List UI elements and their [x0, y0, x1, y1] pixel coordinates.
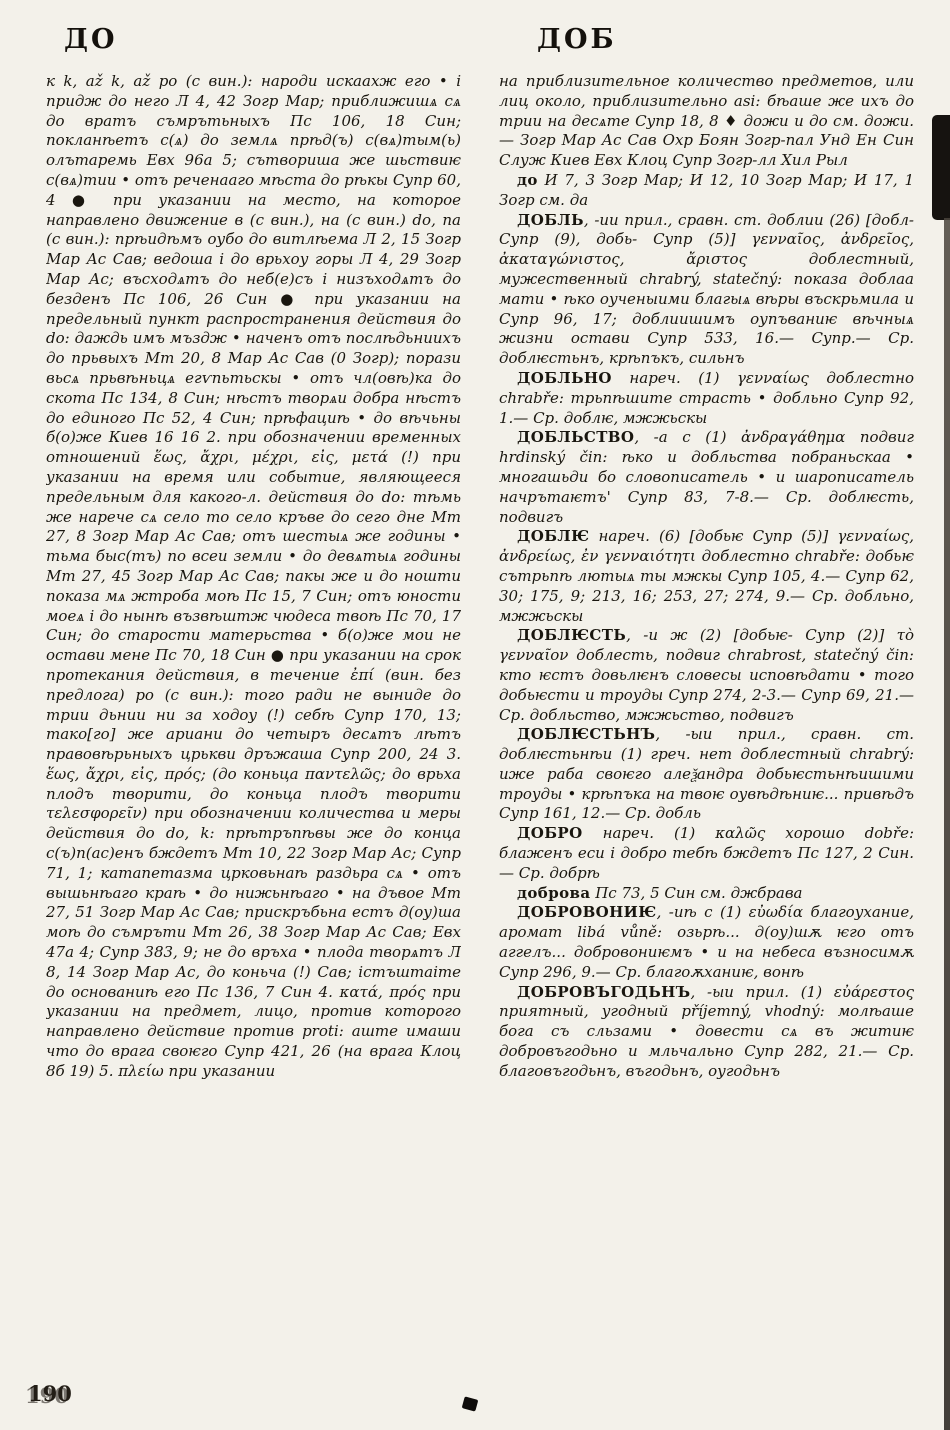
entry-body: , -а с (1) ἀνδραγάθημα подвиг hrdinský čin: ѣко и добльства побраньскаа • многашьди бо словописатель • и шарописатель начрътаѥтъ' Супр 83, 7-8.— Ср. доблѥсть, подвигъ	[499, 428, 914, 526]
dictionary-entry	[499, 369, 914, 428]
dictionary-entry	[499, 983, 914, 1082]
scan-artifact-right-edge	[944, 218, 950, 1430]
running-head-left: ДО	[64, 24, 118, 55]
entry-headword: доброва	[517, 883, 591, 902]
text-columns	[46, 72, 914, 1384]
dictionary-entry	[499, 527, 914, 626]
entry-body: , -ыи прил. (1) εὐάρεστος приятный, угодный příjemný, vhodný: молѣаше бога съ сльзами • довести сѧ въ житиѥ добровъгодьно и мльчально Супр 282, 21.— Ср. благовъгодьнъ, въгодьнъ, оугодьнъ	[499, 982, 914, 1080]
dictionary-entry	[499, 884, 914, 904]
entry-body: нареч. (1) καλῶς хорошо dobře: блаженъ еси і добро тебѣ бждетъ Пс 127, 2 Син.— Ср. добрѣ	[499, 824, 914, 882]
entry-body: , -и ж (2) [добьѥ- Супр (2)] τὸ γενναῖον доблесть, подвиг chrabrost, statečný čin: кто ѥстъ довьлѥнъ словесы исповѣдати • того добьѥсти и троуды Супр 274, 2-3.— Супр 69, 21.— Ср. добльство, мжжьство, подвигъ	[499, 626, 914, 724]
entry-body: , -ыи прил., сравн. ст. доблѥстьнѣи (1) греч. нет доблестный chrabrý: иже раба своѥго алеѯандра добьѥстьнѣишими троуды • крѣпъка на твоѥ оувѣдѣниѥ... привѣдъ Супр 161, 12.— Ср. добль	[499, 725, 914, 823]
entry-body: Пс 73, 5 Син см. джбрава	[590, 883, 803, 902]
dictionary-entry	[499, 211, 914, 369]
entry-body: , -иѣ с (1) εὐωδία благоухание, аромат libá vůně: озьрѣ... д(оу)шѫ ѥго отъ аггелъ... добровониѥмъ • и на небеса възносимѫ Супр 296, 9.— Ср. благоѫханиѥ, вонѣ	[499, 903, 914, 981]
entry-headword: ДОБЛЬ	[517, 210, 584, 229]
entry-headword: ДОБЛѤСТЬ	[517, 626, 627, 645]
scan-artifact-right-blob	[932, 115, 950, 220]
entry-body: нареч. (1) γενναίως доблестно chrabře: трьпѣшите страсть • добльно Супр 92, 1.— Ср. доблѥ, мжжьскы	[499, 368, 914, 427]
entry-body: , -ии прил., сравн. ст. доблии (26) [добл- Супр (9), добь- Супр (5)] γενναῖος, ἀνδρεῖος, ἀκαταγώνιστος, ἄριστος доблестный, мужественный chrabrý, statečný: показа доблаа мати • ѣко оученыими благыѧ вѣры въскрьмила и Супр 96, 17; доблиишимъ оупъваниѥ вѣчныѧ жизни остави Супр 533, 16.— Супр.— Ср. доблѥстьнъ, крѣпъкъ, сильнъ	[499, 210, 914, 368]
entry-body: И 7, 3 Зогр Мар; И 12, 10 Зогр Мар; И 17, 1 Зогр см. да	[499, 170, 914, 209]
dictionary-entry	[499, 428, 914, 527]
entry-headword: ДОБЛЬНО	[517, 368, 612, 387]
dictionary-entry	[499, 626, 914, 725]
page-number: 190	[28, 1381, 72, 1406]
dictionary-entry	[499, 725, 914, 824]
entry-headword: ДОБЛѤСТЬНЪ	[517, 725, 656, 744]
entry-continuation-text: к k, až k, až po (с вин.): народи искаахж его • і придж до него Л 4, 42 Зогр Мар; приближишѧ сѧ до вратъ съмрътьныхъ Пс 106, 18 Син; покланѣетъ с(ѧ) до землѧ прѣд(ъ) с(вѧ)тым(ь) олътаремь Евх 96а 5; сътвориша же шьствиѥ с(вѧ)тии • отъ реченааго мѣста до рѣкы Супр 60, 4 ● при указании на место, на которое направлено движение в (с вин.), на (с вин.) do, na (с вин.): прѣидѣмъ оубо до витлѣема Л 2, 15 Зогр Мар Ас Сав; ведоша і до врьхоу горы Л 4, 29 Зогр Мар Ас; въсходѧтъ до неб(е)съ і низъходѧтъ до безденъ Пс 106, 26 Син ● при указании на предельный пункт распространения действия до do: даждь имъ мъздж • наченъ отъ послѣдьниихъ до прьвыхъ Мт 20, 8 Мар Ас Сав (0 Зогр); порази вьсѧ прьвѣньцѧ егѵпьтьскы • отъ чл(овѣ)ка до скота Пс 134, 8 Син; нѣстъ творѧи добра нѣстъ до единого Пс 52, 4 Син; прѣфациѣ • до вѣчьны б(о)же Киев 16 16 2. при обозначении временных отношений ἕως, ἄχρι, μέχρι, εἰς, μετά (!) при указании на время или событие, являющееся предельным для какого-л. действия до do: тѣмь же нарече сѧ село то село кръве до сего дне Мт 27, 8 Зогр Мар Ас Сав; отъ шестыѧ же годины • тьма быс(тъ) по всеи земли • до девѧтыѧ годины Мт 27, 45 Зогр Мар Ас Сав; пакы же и до ношти показа мѧ жтроба моѣ Пс 15, 7 Син; отъ юности моеѧ і до нынѣ възвѣштж чюдеса твоѣ Пс 70, 17 Син; до старости матерьства • б(о)же мои не остави мене Пс 70, 18 Син ● при указании на срок протекания действия, в течение ἐπί (вин. без предлога) po (с вин.): того ради не выниде до трии дьнии ни за ходоу (!) себѣ Супр 170, 13; тако[го] же ариани до четыръ десѧтъ лѣтъ правовѣрьныхъ црькви дръжаша Супр 200, 24 3. ἕως, ἄχρι, εἰς, πρός; (до коньца παντελῶς; до врьха плодъ творити, до коньца плодъ творити τελεσφορεῖν) при обозначении количества и меры действия до do, k: прѣтръпѣвы же до конца с(ъ)п(ас)енъ бждетъ Мт 10, 22 Зогр Мар Ас; Супр 71, 1; катапетазма црковьнаѣ раздьра сѧ • отъ вышьнѣаго краѣ • до нижьнѣаго • на дъвое Мт 27, 51 Зогр Мар Ас Сав; прискръбьна естъ д(оу)ша моѣ до съмръти Мт 26, 38 Зогр Мар Ас Сав; Евх 47а 4; Супр 383, 9; не до връха • плода творѧтъ Л 8, 14 Зогр Мар Ас, до коньча (!) Сав; істъштаіте до основаниѣ его Пс 136, 7 Син 4. κατά, πρός при указании на предмет, лицо, против которого направлено действие против proti: аште имаши что до врага своѥго Супр 421, 26 (на врага Клоц 8б 19) 5. πλείω при указании	[46, 72, 461, 1080]
left-column	[46, 72, 461, 1384]
entry-body: нареч. (6) [добьѥ Супр (5)] γενναίως, ἀνδρείως, ἐν γενναιότητι доблестно chrabře: добьѥ сътрьпѣ лютыѧ ты мжкы Супр 105, 4.— Супр 62, 30; 175, 9; 213, 16; 253, 27; 274, 9.— Ср. добльно, мжжьскы	[499, 527, 914, 625]
entry-headword: ДОБРОВОНИѤ	[517, 903, 657, 922]
dictionary-entry	[499, 171, 914, 211]
entry-headword: ДОБРО	[517, 824, 583, 843]
entry-headword: ДОБЛѤ	[517, 527, 590, 546]
entry-headword: ДОБЛЬСТВО	[517, 428, 635, 447]
entry-continuation-text: на приблизительное количество предметов, или лиц около, приблизительно asi: бѣаше же ихъ до трии на десѧте Супр 18, 8 ♦ дожи и до см. дожи.— Зогр Мар Ас Сав Охр Боян Зогр-пал Унд Ен Син Служ Киев Евх Клоц Супр Зогр-лл Хил Рыл	[499, 72, 914, 170]
dictionary-entry	[499, 903, 914, 982]
right-column	[499, 72, 914, 1384]
running-head-right: ДОБ	[537, 24, 617, 55]
entry-headword: до	[517, 170, 538, 189]
scan-artifact-bottom-mark	[462, 1396, 479, 1411]
dictionary-entry	[499, 824, 914, 883]
entry-headword: ДОБРОВЪГОДЬНЪ	[517, 982, 691, 1001]
